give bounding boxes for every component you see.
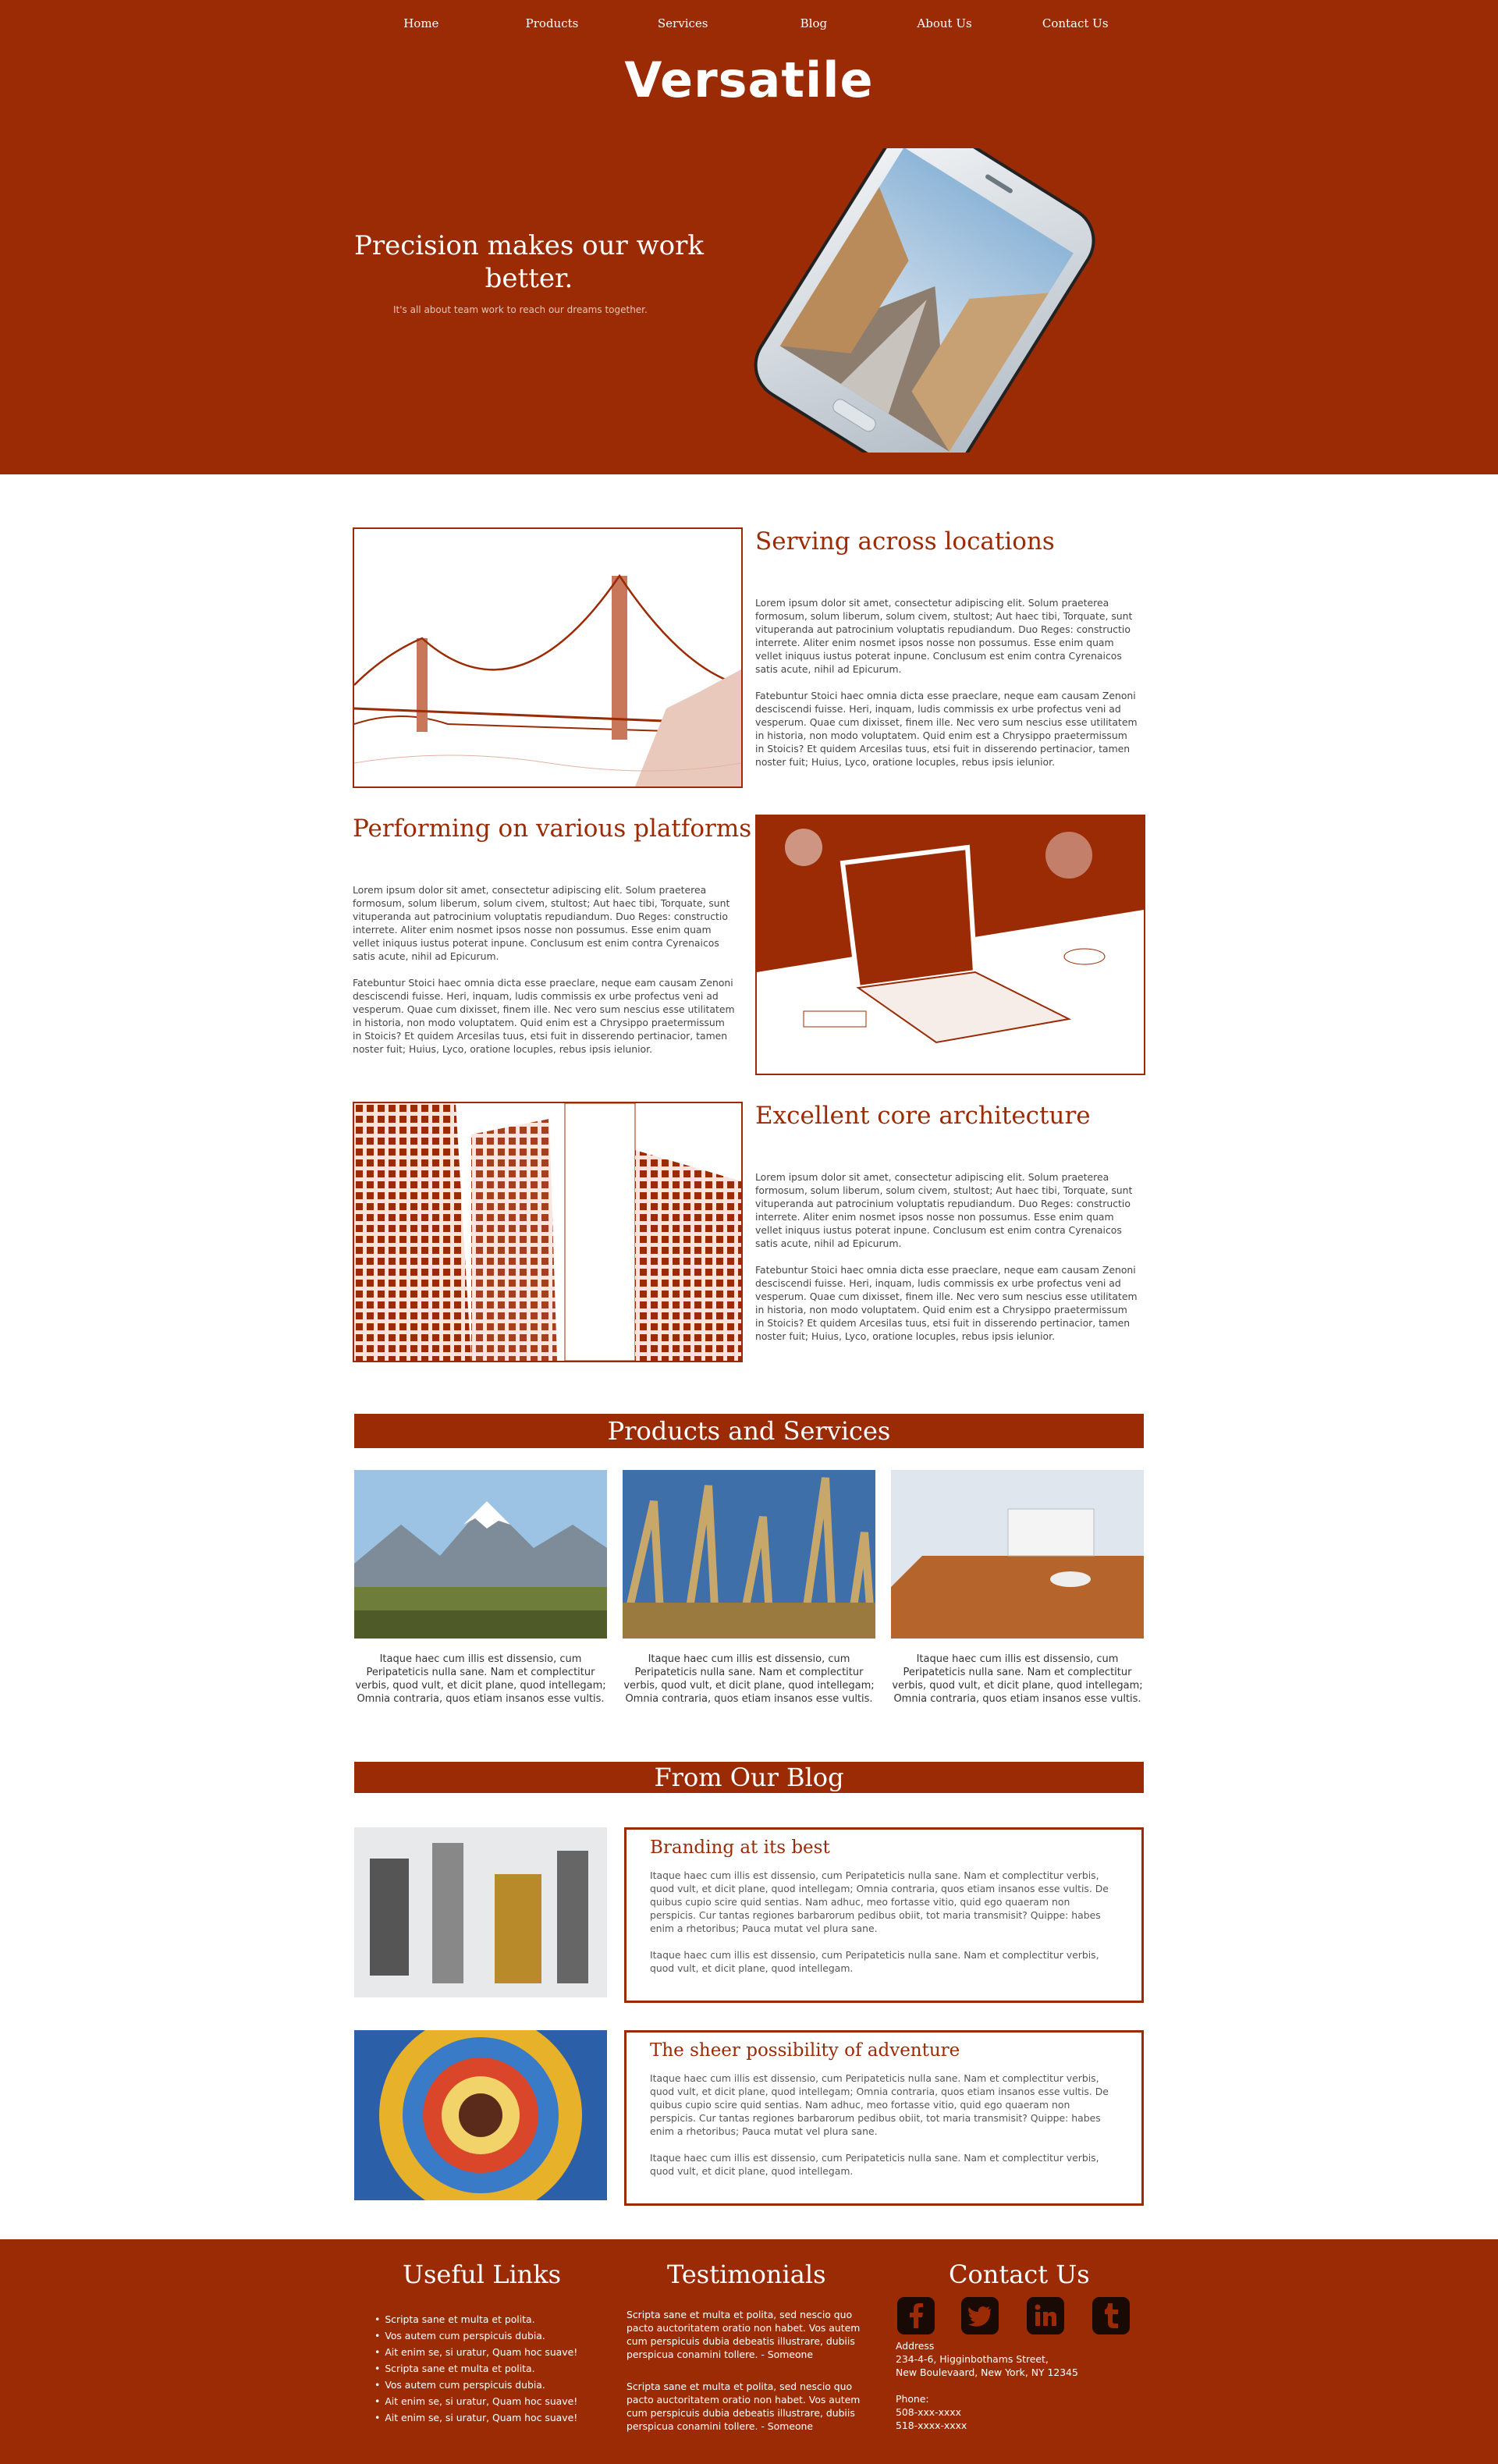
drill-tools-image[interactable]	[354, 1827, 607, 1997]
testimonial-quote: Scripta sane et multa et polita, sed nescio quo pacto auctoritatem oratio non habet. Vos autem cum perspicuis dubia debeatis illustrare, dubiis perspicua conamini tollere. - Someone	[627, 2309, 861, 2360]
mountain-landscape-image[interactable]	[354, 1470, 607, 1639]
footer-link[interactable]: • Ait enim se, si uratur, Quam hoc suave!	[374, 2344, 577, 2360]
footer-link[interactable]: • Ait enim se, si uratur, Quam hoc suave!	[374, 2409, 577, 2426]
feature-paragraph: Fatebuntur Stoici haec omnia dicta esse praeclare, neque eam causam Zenoni desciscendi fuisse. Heri, inquam, ludis commissis ex urbe profectus veni ad vesperum. Quae cum dixisset, finem ille. Nec vero sum nescius esse utilitatem in historia, non modo voluptatem. Quid enim est a Chrysippo praetermissum in Stoicis? Et quidem Arcesilas tuus, etsi fuit in disserendo pertinacior, tamen noster fuit; Huius, Lyco, oratione locuples, rebus ipsis ielunior.	[353, 977, 735, 1055]
phone-number[interactable]: 518-xxxx-xxxx	[896, 2420, 967, 2431]
linkedin-icon[interactable]	[1027, 2297, 1064, 2334]
nav-about-us[interactable]: About Us	[917, 16, 972, 30]
hero-tagline: Precision makes our work better.	[353, 230, 704, 294]
feature-paragraph: Fatebuntur Stoici haec omnia dicta esse praeclare, neque eam causam Zenoni desciscendi fuisse. Heri, inquam, ludis commissis ex urbe profectus veni ad vesperum. Quae cum dixisset, finem ille. Nec vero sum nescius esse utilitatem in historia, non modo voluptatem. Quid enim est a Chrysippo praetermissum in Stoicis? Et quidem Arcesilas tuus, etsi fuit in disserendo pertinacior, tamen noster fuit; Huius, Lyco, oratione locuples, rebus ipsis ielunior.	[755, 1264, 1138, 1342]
smartphone-image	[733, 148, 1108, 453]
address-label: Address	[896, 2340, 935, 2352]
colorful-spiral-image[interactable]	[354, 2030, 607, 2200]
useful-links-list	[374, 2311, 577, 2426]
footer-link[interactable]: • Ait enim se, si uratur, Quam hoc suave!	[374, 2393, 577, 2409]
feature-paragraph: Lorem ipsum dolor sit amet, consectetur adipiscing elit. Solum praeterea formosum, solum liberum, solum civem, stultost; Aut haec tibi, Torquate, sunt vituperanda aut patrocinium voluptatis repudiandum. Duo Reges: constructio interrete. Aliter enim nosmet ipsos nosse non possumus. Esse enim quam vellet iniquus iustus poterat inpune. Conclusum est enim contra Cyrenaicos satis acute, nihil ad Epicurum.	[755, 1171, 1133, 1249]
desk-workspace-image[interactable]	[891, 1470, 1144, 1639]
feature-text-platforms	[353, 883, 735, 1069]
hero-section	[0, 0, 1498, 474]
blog-heading: From Our Blog	[354, 1762, 1144, 1793]
footer-link[interactable]: • Vos autem cum perspicuis dubia.	[374, 2327, 577, 2344]
feature-text-locations	[755, 596, 1138, 782]
footer-links-title: Useful Links	[403, 2260, 562, 2289]
nav-contact-us[interactable]: Contact Us	[1042, 16, 1109, 30]
site-footer	[0, 2239, 1498, 2464]
blog-post-card	[624, 2030, 1144, 2206]
product-description: Itaque haec cum illis est dissensio, cum Peripateticis nulla sane. Nam et complectitur verbis, quod vult, et dicit plane, quod intellegam; Omnia contraria, quos etiam insanos esse vultis.	[355, 1653, 606, 1705]
nav-home[interactable]: Home	[403, 16, 439, 30]
product-description: Itaque haec cum illis est dissensio, cum Peripateticis nulla sane. Nam et complectitur verbis, quod vult, et dicit plane, quod intellegam; Omnia contraria, quos etiam insanos esse vultis.	[892, 1653, 1143, 1705]
feature-paragraph: Fatebuntur Stoici haec omnia dicta esse praeclare, neque eam causam Zenoni desciscendi fuisse. Heri, inquam, ludis commissis ex urbe profectus veni ad vesperum. Quae cum dixisset, finem ille. Nec vero sum nescius esse utilitatem in historia, non modo voluptatem. Quid enim est a Chrysippo praetermissum in Stoicis? Et quidem Arcesilas tuus, etsi fuit in disserendo pertinacior, tamen noster fuit; Huius, Lyco, oratione locuples, rebus ipsis ielunior.	[755, 690, 1138, 768]
blog-post-title[interactable]: The sheer possibility of adventure	[650, 2040, 960, 2061]
footer-contact-title: Contact Us	[949, 2260, 1090, 2289]
nav-blog[interactable]: Blog	[800, 16, 828, 30]
footer-link[interactable]: • Scripta sane et multa et polita.	[374, 2311, 577, 2327]
feature-title-platforms: Performing on various platforms	[353, 815, 752, 843]
products-heading: Products and Services	[354, 1414, 1144, 1448]
address-line: New Boulevaard, New York, NY 12345	[896, 2366, 1078, 2378]
feature-text-architecture	[755, 1170, 1138, 1356]
footer-testimonials-title: Testimonials	[667, 2260, 826, 2289]
facebook-icon[interactable]	[897, 2297, 935, 2334]
nav-products[interactable]: Products	[525, 16, 579, 30]
footer-link[interactable]: • Vos autem cum perspicuis dubia.	[374, 2377, 577, 2393]
blog-post-card	[624, 1827, 1144, 2003]
blog-paragraph: Itaque haec cum illis est dissensio, cum Peripateticis nulla sane. Nam et complectitur verbis, quod vult, et dicit plane, quod intellegam.	[650, 1949, 1099, 1974]
phone-number[interactable]: 508-xxx-xxxx	[896, 2406, 961, 2418]
bridge-sketch-image	[353, 527, 743, 788]
twitter-icon[interactable]	[961, 2297, 999, 2334]
laptop-sketch-image	[755, 815, 1145, 1075]
main-nav	[356, 14, 1141, 33]
blog-paragraph: Itaque haec cum illis est dissensio, cum Peripateticis nulla sane. Nam et complectitur verbis, quod vult, et dicit plane, quod intellegam; Omnia contraria, quos etiam insanos esse vultis. De quibus cupio scire quid sentias. Nam adhuc, meo fortasse vitio, quid ego quaeram non perspicis. Cur tantas regiones barbarorum pedibus obiit, tot maria transmisit? Quippe: habes enim a rhetoribus; Pauca mutat vel plura sane.	[650, 2072, 1109, 2137]
footer-link[interactable]: • Scripta sane et multa et polita.	[374, 2360, 577, 2377]
wheat-field-image[interactable]	[623, 1470, 875, 1639]
nav-services[interactable]: Services	[657, 16, 708, 30]
feature-title-locations: Serving across locations	[755, 527, 1055, 556]
blog-paragraph: Itaque haec cum illis est dissensio, cum Peripateticis nulla sane. Nam et complectitur verbis, quod vult, et dicit plane, quod intellegam; Omnia contraria, quos etiam insanos esse vultis. De quibus cupio scire quid sentias. Nam adhuc, meo fortasse vitio, quid ego quaeram non perspicis. Cur tantas regiones barbarorum pedibus obiit, tot maria transmisit? Quippe: habes enim a rhetoribus; Pauca mutat vel plura sane.	[650, 1869, 1109, 1934]
phone-label: Phone:	[896, 2393, 929, 2405]
blog-post-body	[650, 2072, 1118, 2178]
site-logo[interactable]: Versatile	[624, 51, 874, 108]
blog-paragraph: Itaque haec cum illis est dissensio, cum Peripateticis nulla sane. Nam et complectitur verbis, quod vult, et dicit plane, quod intellegam.	[650, 2152, 1099, 2177]
feature-paragraph: Lorem ipsum dolor sit amet, consectetur adipiscing elit. Solum praeterea formosum, solum liberum, solum civem, stultost; Aut haec tibi, Torquate, sunt vituperanda aut patrocinium voluptatis repudiandum. Duo Reges: constructio interrete. Aliter enim nosmet ipsos nosse non possumus. Esse enim quam vellet iniquus iustus poterat inpune. Conclusum est enim contra Cyrenaicos satis acute, nihil ad Epicurum.	[755, 597, 1133, 675]
feature-paragraph: Lorem ipsum dolor sit amet, consectetur adipiscing elit. Solum praeterea formosum, solum liberum, solum civem, stultost; Aut haec tibi, Torquate, sunt vituperanda aut patrocinium voluptatis repudiandum. Duo Reges: constructio interrete. Aliter enim nosmet ipsos nosse non possumus. Esse enim quam vellet iniquus iustus poterat inpune. Conclusum est enim contra Cyrenaicos satis acute, nihil ad Epicurum.	[353, 884, 730, 962]
feature-title-architecture: Excellent core architecture	[755, 1102, 1091, 1130]
address-line: 234-4-6, Higginbothams Street,	[896, 2353, 1049, 2365]
product-description: Itaque haec cum illis est dissensio, cum Peripateticis nulla sane. Nam et complectitur verbis, quod vult, et dicit plane, quod intellegam; Omnia contraria, quos etiam insanos esse vultis.	[623, 1653, 875, 1705]
buildings-sketch-image	[353, 1102, 743, 1362]
tumblr-icon[interactable]	[1092, 2297, 1130, 2334]
hero-subtagline: It's all about team work to reach our dreams together.	[393, 304, 648, 315]
contact-details	[896, 2339, 1078, 2432]
testimonial-quote: Scripta sane et multa et polita, sed nescio quo pacto auctoritatem oratio non habet. Vos autem cum perspicuis dubia debeatis illustrare, dubiis perspicua conamini tollere. - Someone	[627, 2381, 861, 2432]
blog-post-title[interactable]: Branding at its best	[650, 1837, 830, 1858]
blog-post-body	[650, 1869, 1118, 1975]
